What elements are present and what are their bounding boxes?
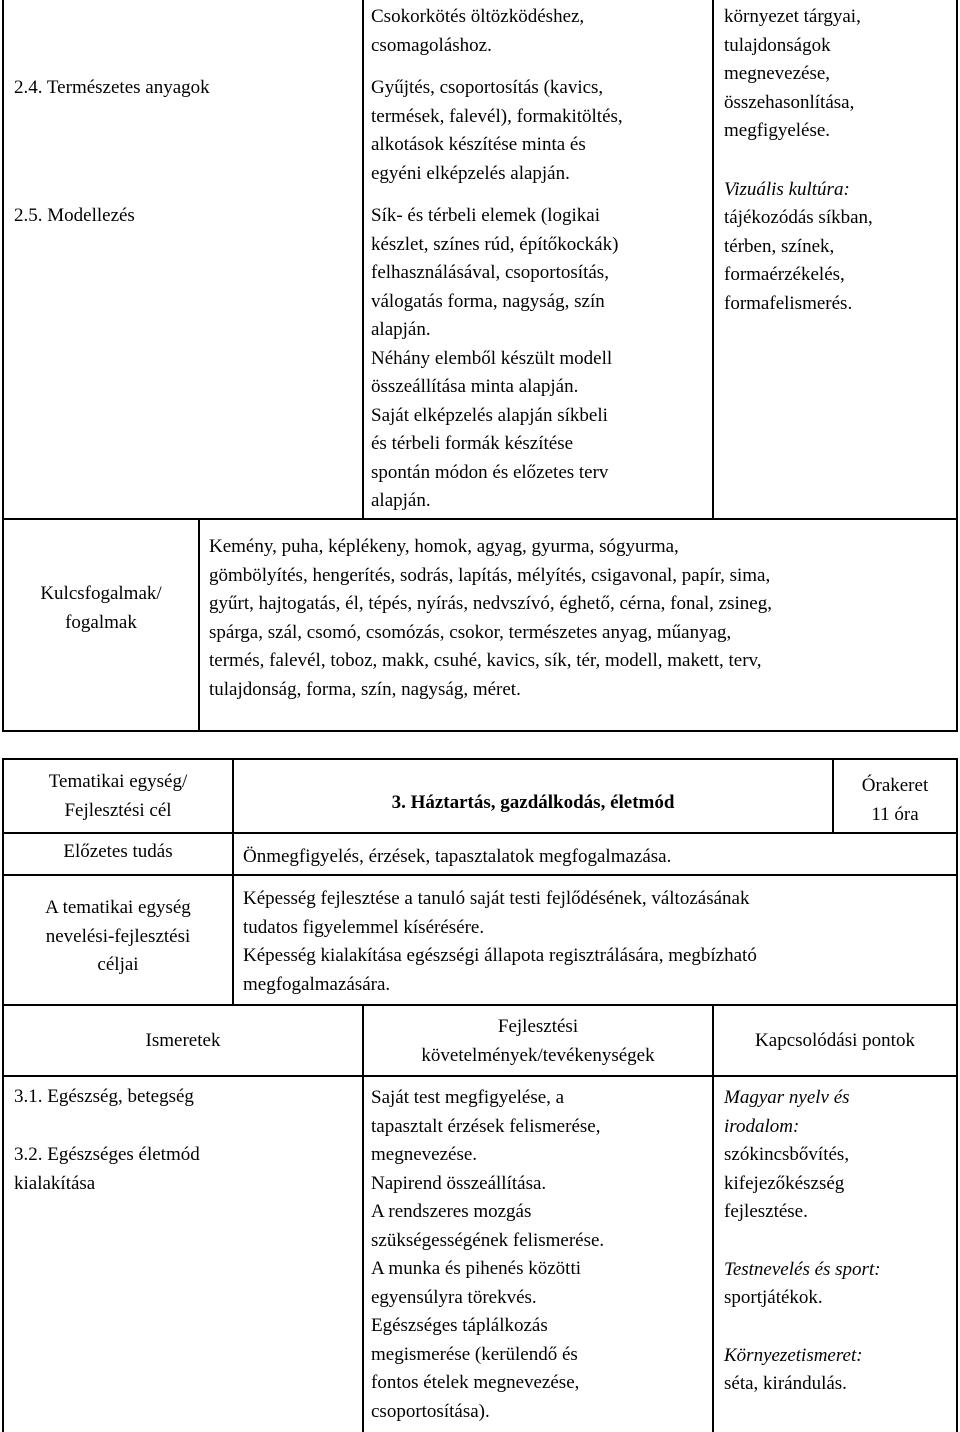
table3-border-left [2, 1004, 4, 1432]
text-line: megismerése (kerülendő és [371, 1343, 578, 1365]
text-line: nevelési-fejlesztési [45, 925, 191, 947]
text-line: összeállítása minta alapján. [371, 376, 579, 397]
text-line: megnevezése. [371, 1144, 478, 1165]
table2-row-divider-1 [2, 832, 958, 834]
testneveles-label: Testnevelés és sport: [724, 1258, 881, 1280]
text-line: készlet, színes rúd, építőkockák) [371, 233, 619, 255]
text-line: Napirend összeállítása. [371, 1172, 547, 1194]
topic-2-5-title: 2.5. Modellezés [14, 205, 135, 226]
text-line: Saját test megfigyelése, a [371, 1087, 565, 1108]
text-line: kialakítása [14, 1172, 96, 1194]
connections-column-header: Kapcsolódási pontok [755, 1030, 915, 1051]
text-line: 3.2. Egészséges életmód [14, 1144, 200, 1165]
prior-knowledge-text: Önmegfigyelés, érzések, tapasztalatok megfogalmazása. [243, 846, 672, 867]
text-line: tulajdonságok [724, 34, 831, 56]
magyar-nyelv-label: Magyar nyelv és [724, 1087, 850, 1108]
text-line: formaérzékelés, [724, 264, 845, 285]
text-line: sportjátékok. [724, 1287, 823, 1308]
text-line: termés, falevél, toboz, makk, csuhé, kavics, sík, tér, modell, makett, terv, [209, 650, 762, 671]
continued-activity-cell [371, 3, 706, 60]
kornyezetismeret-label: Környezetismeret: [724, 1344, 863, 1366]
requirements-text [371, 1084, 706, 1426]
text-line: egyensúlyra törekvés. [371, 1286, 537, 1308]
key-concepts-label [4, 580, 198, 637]
text-line: csomagoláshoz. [371, 34, 492, 56]
thematic-unit-label [4, 768, 232, 825]
text-line: Csokorkötés öltözködéshez, [371, 6, 585, 27]
text-line: és térbeli formák készítése [371, 433, 574, 454]
text-line: alapján. [371, 490, 431, 511]
text-line: spontán módon és előzetes terv [371, 461, 609, 483]
text-line: szókincsbővítés, [724, 1144, 850, 1165]
text-line: céljai [97, 954, 139, 975]
text-line: egyéni elképzelés alapján. [371, 162, 570, 184]
table1-col-divider-2 [712, 0, 714, 519]
text-line: csoportosítása). [371, 1400, 490, 1422]
table3-border-right [956, 1004, 958, 1432]
text-line: tájékozódás síkban, [724, 207, 873, 228]
text-line: tudatos figyelemmel kísérésére. [243, 916, 485, 938]
text-line: séta, kirándulás. [724, 1373, 847, 1394]
text-line: gyűrt, hajtogatás, él, tépés, nyírás, nedvszívó, éghető, cérna, fonal, zsineg, [209, 593, 772, 614]
table1-kulcs-divider [198, 518, 200, 732]
text-line: szükségességének felismerése. [371, 1229, 605, 1251]
unit-title: 3. Háztartás, gazdálkodás, életmód [391, 792, 675, 813]
unit-goals-label [4, 894, 232, 980]
text-line: kifejezőkészség [724, 1172, 845, 1194]
text-line: válogatás forma, nagyság, szín [371, 290, 605, 312]
unit-goals-text [243, 885, 948, 999]
text-line: Tematikai egység/ [48, 771, 188, 792]
vizualis-kultura-label: Vizuális kultúra: [724, 178, 850, 200]
text-line: Néhány elemből készült modell [371, 347, 613, 369]
table1-border-right [956, 0, 958, 732]
text-line: követelmények/tevékenységek [421, 1044, 655, 1066]
table2-row-divider-2 [2, 874, 958, 876]
text-line: fogalmak [65, 611, 137, 633]
text-line: A munka és pihenés közötti [371, 1258, 582, 1279]
text-line: Saját elképzelés alapján síkbeli [371, 404, 608, 426]
text-line: Sík- és térbeli elemek (logikai [371, 205, 600, 226]
text-line: alkotások készítése minta és [371, 134, 586, 155]
hours-value: 11 óra [871, 804, 919, 825]
knowledge-item-3-2 [14, 1141, 354, 1198]
table2-border-right [956, 758, 958, 1006]
text-line: Kulcsfogalmak/ [40, 583, 162, 604]
topic-2-4-activities [371, 74, 706, 188]
table1-border-bottom [2, 730, 958, 732]
table1-row-divider [2, 518, 958, 520]
text-line: termések, falevél), formakitöltés, [371, 105, 623, 127]
text-line: Fejlesztési cél [64, 799, 172, 821]
text-line: Képesség kialakítása egészségi állapota regisztrálására, megbízható [243, 945, 757, 966]
text-line: Képesség fejlesztése a tanuló saját testi fejlődésének, változásának [243, 888, 750, 909]
prior-knowledge-label: Előzetes tudás [63, 841, 173, 862]
table1-col-divider-1 [362, 0, 364, 519]
text-line: A tematikai egység [45, 897, 191, 918]
text-line: fejlesztése. [724, 1201, 808, 1222]
requirements-column-header [364, 1013, 712, 1070]
connections-cell [724, 3, 954, 318]
table3-header-divider [2, 1075, 958, 1077]
text-line: térben, színek, [724, 235, 835, 257]
text-line: tapasztalt érzések felismerése, [371, 1115, 601, 1137]
text-line: alapján. [371, 319, 431, 340]
text-line: tulajdonság, forma, szín, nagyság, méret. [209, 678, 521, 700]
text-line: Gyűjtés, csoportosítás (kavics, [371, 77, 604, 98]
table3-col-divider-2 [712, 1004, 714, 1432]
key-concepts-text [209, 533, 954, 704]
knowledge-item-3-1: 3.1. Egészség, betegség [14, 1086, 194, 1107]
text-line: összehasonlítása, [724, 91, 855, 113]
text-line: spárga, szál, csomó, csomózás, csokor, természetes anyag, műanyag, [209, 621, 732, 643]
text-line: környezet tárgyai, [724, 6, 861, 27]
magyar-nyelv-label: irodalom: [724, 1115, 800, 1137]
text-line: fontos ételek megnevezése, [371, 1372, 580, 1393]
text-line: megfogalmazására. [243, 973, 391, 995]
hours-label: Órakeret [861, 775, 929, 796]
text-line: megfigyelése. [724, 120, 831, 141]
text-line: Egészséges táplálkozás [371, 1315, 548, 1336]
text-line: formafelismerés. [724, 292, 853, 314]
text-line: gömbölyítés, hengerítés, sodrás, lapítás, mélyítés, csigavonal, papír, sima, [209, 564, 771, 586]
table2-border-top [2, 758, 958, 760]
text-line: Fejlesztési [497, 1016, 579, 1037]
topic-2-4-title: 2.4. Természetes anyagok [14, 77, 210, 98]
topic-2-5-activities [371, 202, 706, 516]
connections-text [724, 1084, 954, 1399]
table3-border-top [2, 1004, 958, 1006]
text-line: megnevezése, [724, 63, 831, 84]
knowledge-column-header: Ismeretek [145, 1030, 221, 1051]
text-line: Kemény, puha, képlékeny, homok, agyag, gyurma, sógyurma, [209, 536, 679, 557]
text-line: felhasználásával, csoportosítás, [371, 262, 609, 283]
text-line: A rendszeres mozgás [371, 1201, 532, 1222]
